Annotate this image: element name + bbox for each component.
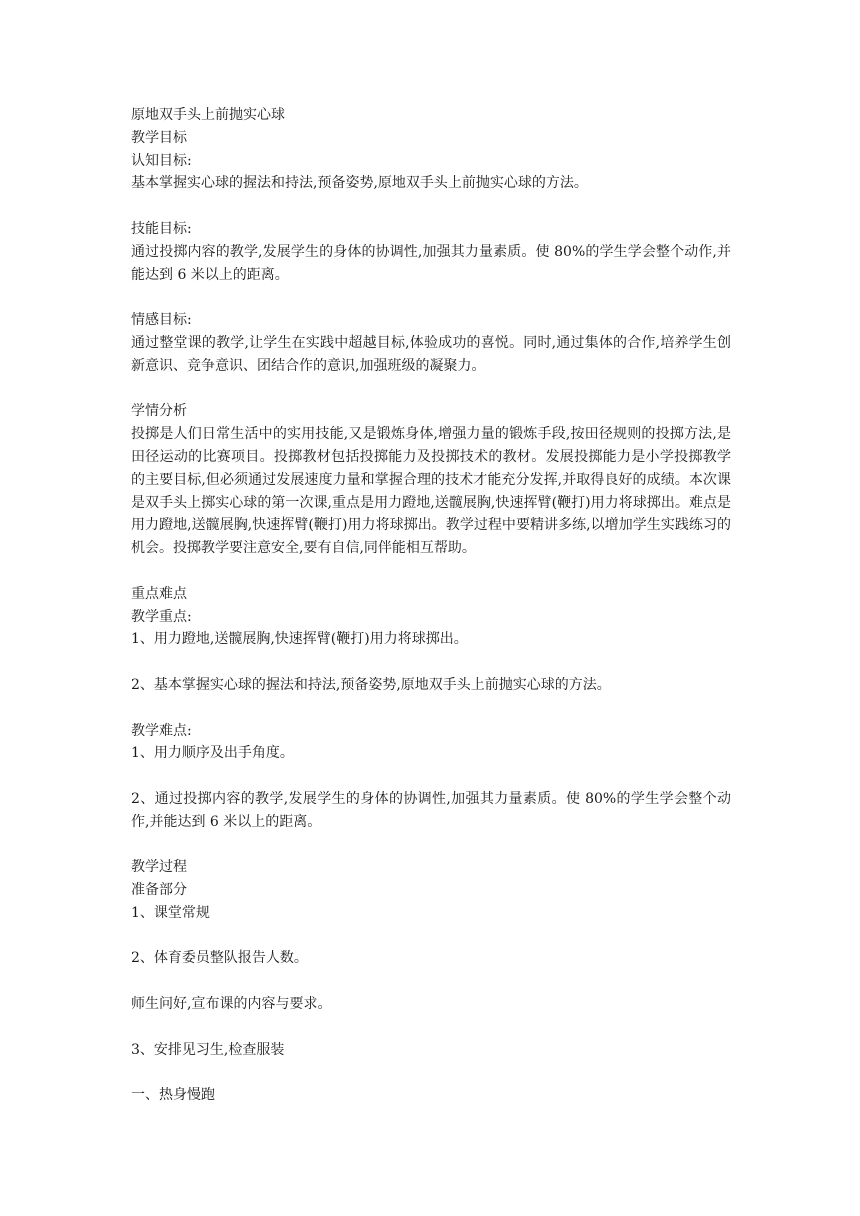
emotion-goal-text: 通过整堂课的教学,让学生在实践中超越目标,体验成功的喜悦。同时,通过集体的合作,培养学生创新意识、竞争意识、团结合作的意识,加强班级的凝聚力。 (131, 334, 731, 374)
key-points-label: 教学重点: (131, 608, 192, 625)
preparation-step-1: 1、课堂常规 (131, 904, 210, 921)
spacer (131, 651, 731, 674)
spacer (131, 697, 731, 720)
spacer (131, 834, 731, 857)
preparation-label: 准备部分 (131, 882, 187, 899)
difficulty-2: 2、通过投掷内容的教学,发展学生的身体的协调性,加强其力量素质。使 80%的学生学会整个动作,并能达到 6 米以上的距离。 (131, 790, 731, 830)
spacer (131, 1016, 731, 1039)
spacer (131, 286, 731, 309)
difficulties-label: 教学难点: (131, 722, 192, 739)
preparation-greeting: 师生问好,宣布课的内容与要求。 (131, 996, 332, 1013)
skill-goal-text: 通过投掷内容的教学,发展学生的身体的协调性,加强其力量素质。使 80%的学生学会整个动作,并能达到 6 米以上的距离。 (131, 243, 731, 283)
difficulty-1: 1、用力顺序及出手角度。 (131, 745, 294, 762)
cognitive-goal-text: 基本掌握实心球的握法和持法,预备姿势,原地双手头上前抛实心球的方法。 (131, 175, 588, 192)
spacer (131, 925, 731, 948)
section-heading-process: 教学过程 (131, 859, 187, 876)
document-title: 原地双手头上前抛实心球 (131, 107, 285, 123)
key-point-2: 2、基本掌握实心球的握法和持法,预备姿势,原地双手头上前抛实心球的方法。 (131, 676, 611, 693)
cognitive-goal-label: 认知目标: (131, 152, 192, 169)
spacer (131, 765, 731, 788)
key-point-1: 1、用力蹬地,送髋展胸,快速挥臂(鞭打)用力将球掷出。 (131, 631, 468, 648)
section-heading-keypoints: 重点难点 (131, 585, 187, 602)
spacer (131, 560, 731, 583)
analysis-text: 投掷是人们日常生活中的实用技能,又是锻炼身体,增强力量的锻炼手段,按田径规则的投掷方法,是田径运动的比赛项目。投掷教材包括投掷能力及投掷技术的教材。发展投掷能力是小学投掷教学的主要目标,但必须通过发展速度力量和掌握合理的技术才能充分发挥,并取得良好的成绩。本次课是双手头上掷实心球的第一次课,重点是用力蹬地,送髋展胸,快速挥臂(鞭打)用力将球掷出。难点是用力蹬地,送髋展胸,快速挥臂(鞭打)用力将球掷出。教学过程中要精讲多练,以增加学生实践练习的机会。投掷教学要注意安全,要有自信,同伴能相互帮助。 (131, 426, 731, 557)
warmup-heading: 一、热身慢跑 (131, 1087, 215, 1104)
preparation-step-2: 2、体育委员整队报告人数。 (131, 950, 308, 967)
emotion-goal-label: 情感目标: (131, 312, 192, 329)
spacer (131, 378, 731, 401)
spacer (131, 195, 731, 218)
skill-goal-label: 技能目标: (131, 220, 192, 237)
spacer (131, 970, 731, 993)
preparation-step-3: 3、安排见习生,检查服装 (131, 1041, 285, 1058)
document-body (131, 104, 731, 1107)
section-heading-analysis: 学情分析 (131, 403, 187, 420)
spacer (131, 1061, 731, 1084)
section-heading-goals: 教学目标 (131, 129, 187, 146)
